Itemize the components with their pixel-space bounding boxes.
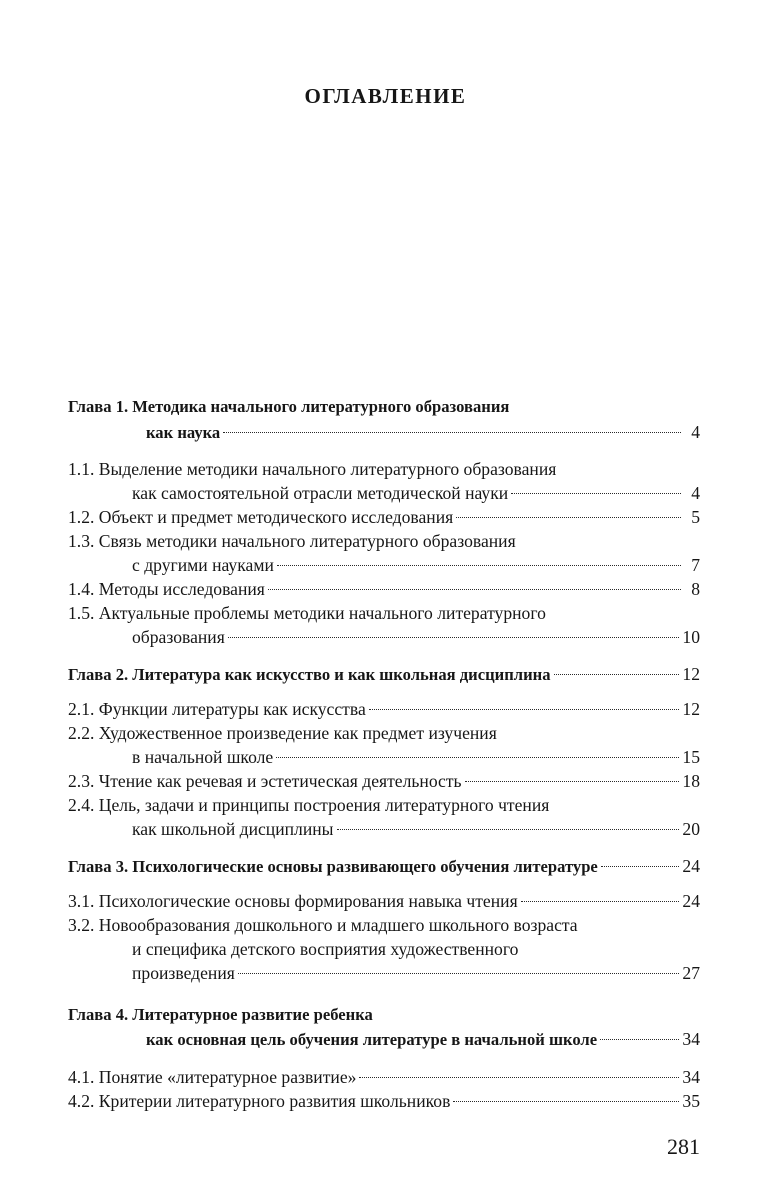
toc-section-line: [68, 457, 556, 481]
toc-page-number: 35: [682, 1091, 700, 1111]
toc-page-number: 10: [682, 627, 700, 647]
toc-section-line: [68, 697, 700, 721]
toc-page-number: 24: [682, 856, 700, 876]
dot-leader: [511, 492, 681, 494]
toc-section-line: [68, 1089, 700, 1113]
toc-section-line: [132, 481, 700, 505]
toc-page-number: 12: [682, 664, 700, 684]
toc-entry-text: 1.5. Актуальные проблемы методики начального литературного: [68, 603, 546, 623]
toc-section-line: [68, 889, 700, 913]
toc-page-number: 18: [682, 771, 700, 791]
toc-entry-text: 2.2. Художественное произведение как предмет изучения: [68, 723, 497, 743]
toc-page-number: 34: [682, 1067, 700, 1087]
dot-leader: [277, 564, 681, 566]
toc-entry-text: и специфика детского восприятия художественного: [132, 939, 519, 959]
dot-leader: [223, 431, 681, 433]
toc-entry-text: 3.2. Новообразования дошкольного и младшего школьного возраста: [68, 915, 578, 935]
toc-section-line: [68, 505, 700, 529]
toc-page-number: 4: [691, 422, 700, 442]
toc-section-line: [68, 577, 700, 601]
toc-entry-text: 2.1. Функции литературы как искусства: [68, 699, 366, 719]
dot-leader: [337, 828, 680, 830]
toc-entry-text: Глава 2. Литература как искусство и как школьная дисциплина: [68, 665, 551, 684]
dot-leader: [453, 1100, 679, 1102]
toc-page-number: 24: [682, 891, 700, 911]
dot-leader: [276, 756, 679, 758]
toc-page-number: 4: [691, 483, 700, 503]
toc-entry-text: 2.3. Чтение как речевая и эстетическая деятельность: [68, 771, 462, 791]
toc-page-number: 27: [682, 963, 700, 983]
dot-leader: [369, 708, 680, 710]
dot-leader: [554, 673, 680, 675]
toc-section-line: [68, 769, 700, 793]
toc-page-number: 34: [682, 1029, 700, 1049]
toc-page-number: 8: [691, 579, 700, 599]
toc-section-line: [68, 1065, 700, 1089]
toc-chapter-line: [68, 395, 509, 419]
toc-entry-text: как школьной дисциплины: [132, 819, 334, 839]
toc-section-line: [132, 817, 700, 841]
toc-chapter-line: [146, 1027, 700, 1051]
toc-section-line: [132, 937, 518, 961]
dot-leader: [238, 972, 680, 974]
toc-entry-text: Глава 1. Методика начального литературного образования: [68, 397, 510, 416]
dot-leader: [521, 900, 680, 902]
toc-section-line: [68, 529, 516, 553]
toc-chapter-line: [146, 420, 700, 444]
toc-section-line: [68, 601, 546, 625]
dot-leader: [465, 780, 680, 782]
dot-leader: [601, 865, 680, 867]
toc-entry-text: Глава 3. Психологические основы развивающего обучения литературе: [68, 857, 598, 876]
toc-section-line: [68, 721, 497, 745]
toc-entry-text: 3.1. Психологические основы формирования навыка чтения: [68, 891, 518, 911]
toc-entry-text: с другими науками: [132, 555, 274, 575]
dot-leader: [456, 516, 681, 518]
toc-chapter-line: [68, 662, 700, 686]
toc-page-number: 20: [682, 819, 700, 839]
toc-entry-text: произведения: [132, 963, 235, 983]
toc-entry-text: в начальной школе: [132, 747, 274, 767]
toc-entry-text: 1.4. Методы исследования: [68, 579, 265, 599]
toc-chapter-line: [68, 1003, 373, 1027]
toc-section-line: [132, 625, 700, 649]
toc-chapter-line: [68, 854, 700, 878]
toc-entry-text: 1.3. Связь методики начального литературного образования: [68, 531, 516, 551]
toc-section-line: [68, 793, 549, 817]
toc-entry-text: 2.4. Цель, задачи и принципы построения литературного чтения: [68, 795, 550, 815]
toc-page-number: 7: [691, 555, 700, 575]
dot-leader: [268, 588, 681, 590]
dot-leader: [228, 636, 680, 638]
toc-entry-text: как основная цель обучения литературе в начальной школе: [146, 1030, 598, 1049]
toc-entry-text: Глава 4. Литературное развитие ребенка: [68, 1005, 373, 1024]
toc-entry-text: образования: [132, 627, 225, 647]
toc-page-number: 12: [682, 699, 700, 719]
page-title: ОГЛАВЛЕНИЕ: [304, 84, 467, 108]
toc-section-line: [132, 745, 700, 769]
toc-section-line: [132, 553, 700, 577]
toc-entry-text: 1.1. Выделение методики начального литературного образования: [68, 459, 557, 479]
toc-entry-text: 1.2. Объект и предмет методического исследования: [68, 507, 454, 527]
toc-page-number: 5: [691, 507, 700, 527]
toc-section-line: [68, 913, 578, 937]
dot-leader: [359, 1076, 679, 1078]
toc-section-line: [132, 961, 700, 985]
toc-entry-text: как самостоятельной отрасли методической науки: [132, 483, 509, 503]
toc-entry-text: 4.1. Понятие «литературное развитие»: [68, 1067, 357, 1087]
dot-leader: [600, 1038, 679, 1040]
toc-page-number: 15: [682, 747, 700, 767]
page-number: 281: [667, 1134, 700, 1159]
toc-entry-text: как наука: [146, 423, 221, 442]
toc-entry-text: 4.2. Критерии литературного развития школьников: [68, 1091, 451, 1111]
